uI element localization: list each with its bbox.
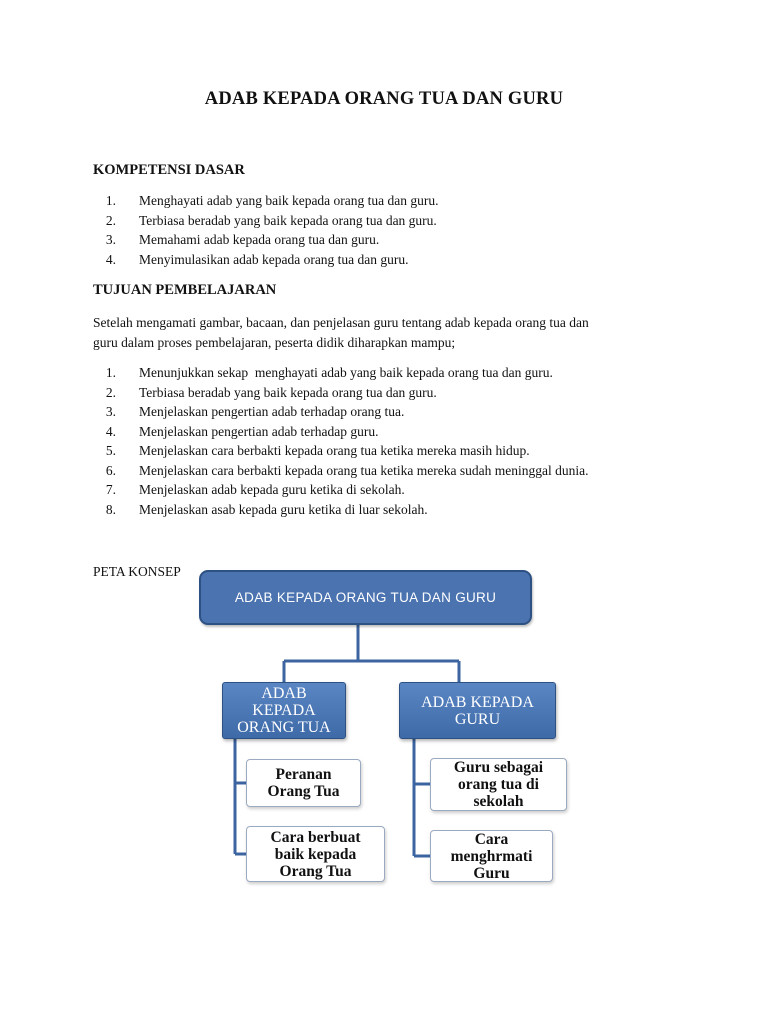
list-number: 1. [105,193,116,208]
kompetensi-list [93,191,439,269]
list-text: Menjelaskan adab kepada guru ketika di sekolah. [139,482,405,497]
leaf-line: sekolah [473,793,524,810]
concept-map-root [199,570,532,625]
tujuan-list [93,363,588,519]
kompetensi-heading: KOMPETENSI DASAR [93,162,245,178]
branch-label-line: ORANG TUA [237,719,331,736]
leaf-line: Orang Tua [267,783,340,800]
intro-line-1: Setelah mengamati gambar, bacaan, dan penjelasan guru tentang adab kepada orang tua dan [93,315,589,330]
list-item [93,441,588,461]
list-text: Menjelaskan asab kepada guru ketika di luar sekolah. [139,501,428,517]
root-label: ADAB KEPADA ORANG TUA DAN GURU [234,590,497,605]
list-item [93,422,588,442]
list-text: Memahami adab kepada orang tua dan guru. [139,232,380,247]
branch-label-line: GURU [454,710,501,728]
list-number: 5. [105,443,116,458]
list-item [93,191,439,211]
leaf-line: orang tua di [458,776,539,793]
list-item [93,230,439,250]
list-text: Menjelaskan cara berbakti kepada orang tua ketika mereka masih hidup. [139,443,530,458]
tujuan-intro-paragraph [93,313,678,353]
leaf-line: Guru [473,864,510,882]
list-number: 1. [105,365,116,380]
leaf-line: Guru sebagai [453,759,544,776]
list-item [93,383,588,403]
list-number: 2. [105,384,116,400]
list-item [93,461,588,481]
list-number: 4. [105,423,116,439]
list-item [93,500,588,520]
list-number: 4. [105,251,116,267]
list-item [93,402,588,422]
list-number: 8. [105,501,116,517]
list-text: Menghayati adab yang baik kepada orang tua dan guru. [139,193,439,208]
branch-orang-tua [222,682,346,739]
peta-konsep-label: PETA KONSEP [93,564,181,579]
page-title: ADAB KEPADA ORANG TUA DAN GURU [204,89,564,109]
leaf-line: Cara berbuat [270,828,361,846]
list-item [93,480,588,500]
leaf-line: menghrmati [450,847,533,865]
list-text: Menyimulasikan adab kepada orang tua dan guru. [139,251,409,267]
branch-label-line: ADAB KEPADA [421,693,534,711]
list-item [93,211,439,231]
list-text: Menjelaskan pengertian adab terhadap guru. [139,423,379,439]
leaf-line: Cara [474,830,509,848]
leaf-guru-sebagai-orang-tua [430,758,567,811]
leaf-peranan-orang-tua [246,759,361,807]
leaf-cara-menghormati-guru [430,830,553,882]
branch-label-line: KEPADA [252,702,316,719]
leaf-line: Peranan [275,766,332,783]
list-text: Menjelaskan cara berbakti kepada orang tua ketika mereka sudah meninggal dunia. [139,462,589,478]
leaf-line: baik kepada [274,845,357,863]
list-number: 3. [105,404,116,419]
list-text: Terbiasa beradab yang baik kepada orang tua dan guru. [139,212,437,228]
list-number: 3. [105,232,116,247]
list-item [93,363,588,383]
list-number: 7. [105,482,116,497]
leaf-line: Orang Tua [279,862,352,880]
list-number: 2. [105,212,116,228]
list-item [93,250,439,270]
intro-line-2: guru dalam proses pembelajaran, peserta didik diharapkan mampu; [93,335,456,350]
branch-guru [399,682,556,739]
tujuan-heading: TUJUAN PEMBELAJARAN [93,282,277,298]
list-text: Menjelaskan pengertian adab terhadap orang tua. [139,404,405,419]
list-text: Terbiasa beradab yang baik kepada orang tua dan guru. [139,384,437,400]
list-text: Menunjukkan sekap menghayati adab yang baik kepada orang tua dan guru. [139,365,553,380]
list-number: 6. [105,462,116,478]
branch-label-line: ADAB [261,685,307,702]
leaf-cara-berbuat-baik [246,826,385,882]
